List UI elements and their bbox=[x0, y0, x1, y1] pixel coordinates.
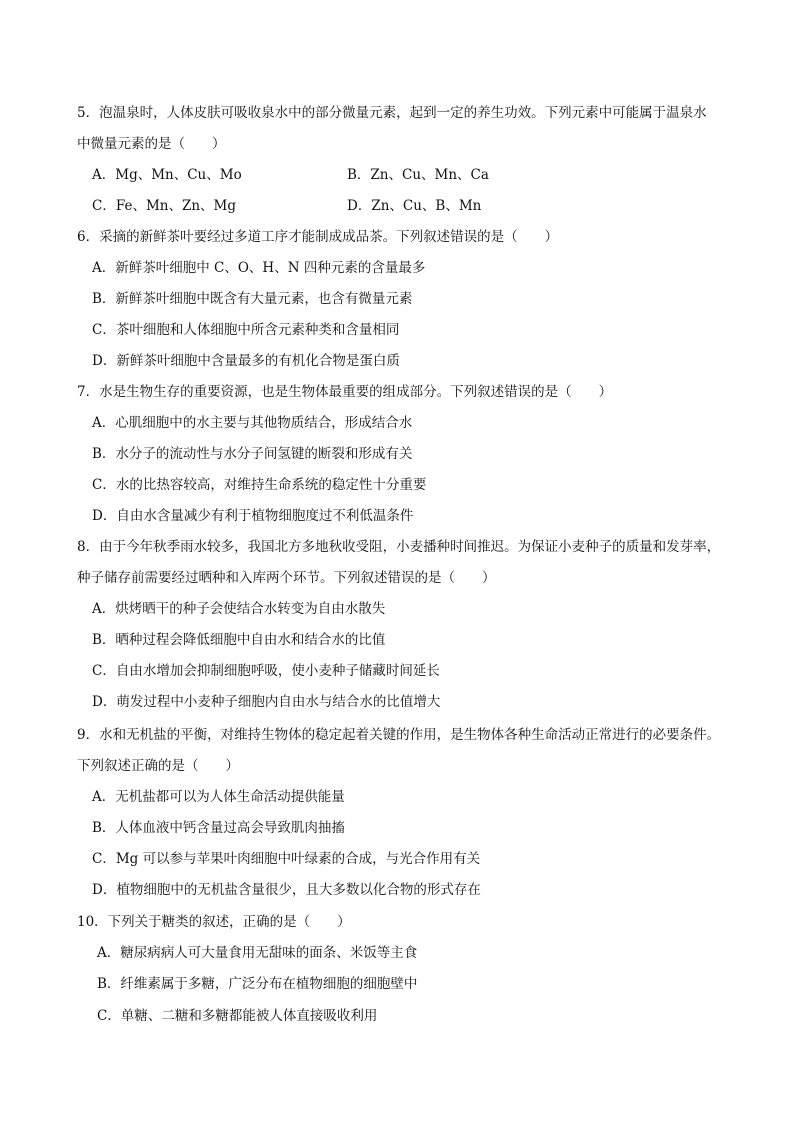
question-8-stem-line-2: 种子储存前需要经过晒种和入库两个环节。下列叙述错误的是（ ） bbox=[77, 570, 496, 586]
question-9-stem-line-1: 9．水和无机盐的平衡，对维持生物体的稳定起着关键的作用，是生物体各种生命活动正常进行的必要条件。 bbox=[77, 727, 721, 743]
question-10-option-b: B．纤维素属于多糖，广泛分布在植物细胞的细胞壁中 bbox=[97, 976, 418, 992]
question-5-stem-line-2: 中微量元素的是（ ） bbox=[77, 136, 226, 152]
question-9-option-c: C．Mg 可以参与苹果叶肉细胞中叶绿素的合成，与光合作用有关 bbox=[92, 851, 481, 867]
question-8-option-c: C．自由水增加会抑制细胞呼吸，使小麦种子储藏时间延长 bbox=[92, 663, 440, 679]
question-9-option-a: A．无机盐都可以为人体生命活动提供能量 bbox=[92, 789, 345, 805]
question-10-option-a: A．糖尿病病人可大量食用无甜味的面条、米饭等主食 bbox=[97, 945, 418, 961]
question-7-option-a: A．心肌细胞中的水主要与其他物质结合，形成结合水 bbox=[92, 415, 413, 431]
question-5-option-b: B．Zn、Cu、Mn、Ca bbox=[347, 167, 489, 183]
question-10-option-c: C．单糖、二糖和多糖都能被人体直接吸收利用 bbox=[97, 1008, 378, 1024]
question-6-option-a: A．新鲜茶叶细胞中 C、O、H、N 四种元素的含量最多 bbox=[92, 260, 426, 276]
question-6-option-d: D．新鲜茶叶细胞中含量最多的有机化合物是蛋白质 bbox=[92, 353, 400, 369]
question-6-stem: 6．采摘的新鲜茶叶要经过多道工序才能制成成品茶。下列叙述错误的是（ ） bbox=[77, 229, 559, 245]
question-5-option-d: D．Zn、Cu、B、Mn bbox=[347, 198, 482, 214]
question-8-option-a: A．烘烤晒干的种子会使结合水转变为自由水散失 bbox=[92, 601, 386, 617]
question-7-option-b: B．水分子的流动性与水分子间氢键的断裂和形成有关 bbox=[92, 446, 413, 462]
question-7-option-d: D．自由水含量减少有利于植物细胞度过不利低温条件 bbox=[92, 508, 414, 524]
question-6-option-b: B．新鲜茶叶细胞中既含有大量元素，也含有微量元素 bbox=[92, 291, 413, 307]
question-7-stem: 7．水是生物生存的重要资源，也是生物体最重要的组成部分。下列叙述错误的是（ ） bbox=[77, 384, 613, 400]
question-5-option-c: C．Fe、Mn、Zn、Mg bbox=[92, 198, 237, 214]
question-7-option-c: C．水的比热容较高，对维持生命系统的稳定性十分重要 bbox=[92, 477, 427, 493]
question-8-option-b: B．晒种过程会降低细胞中自由水和结合水的比值 bbox=[92, 632, 386, 648]
question-9-option-b: B．人体血液中钙含量过高会导致肌肉抽搐 bbox=[92, 820, 345, 836]
question-10-stem: 10．下列关于糖类的叙述，正确的是（ ） bbox=[77, 914, 351, 930]
question-6-option-c: C．茶叶细胞和人体细胞中所含元素种类和含量相同 bbox=[92, 322, 400, 338]
question-5-stem-line-1: 5．泡温泉时，人体皮肤可吸收泉水中的部分微量元素，起到一定的养生功效。下列元素中可能属于温泉水 bbox=[77, 105, 707, 121]
question-5-option-a: A．Mg、Mn、Cu、Mo bbox=[92, 167, 242, 183]
question-8-option-d: D．萌发过程中小麦种子细胞内自由水与结合水的比值增大 bbox=[92, 694, 441, 710]
question-9-option-d: D．植物细胞中的无机盐含量很少，且大多数以化合物的形式存在 bbox=[92, 882, 481, 898]
question-8-stem-line-1: 8．由于今年秋季雨水较多，我国北方多地秋收受阻，小麦播种时间推迟。为保证小麦种子的质量和发芽率， bbox=[77, 539, 721, 555]
question-9-stem-line-2: 下列叙述正确的是（ ） bbox=[77, 758, 239, 774]
